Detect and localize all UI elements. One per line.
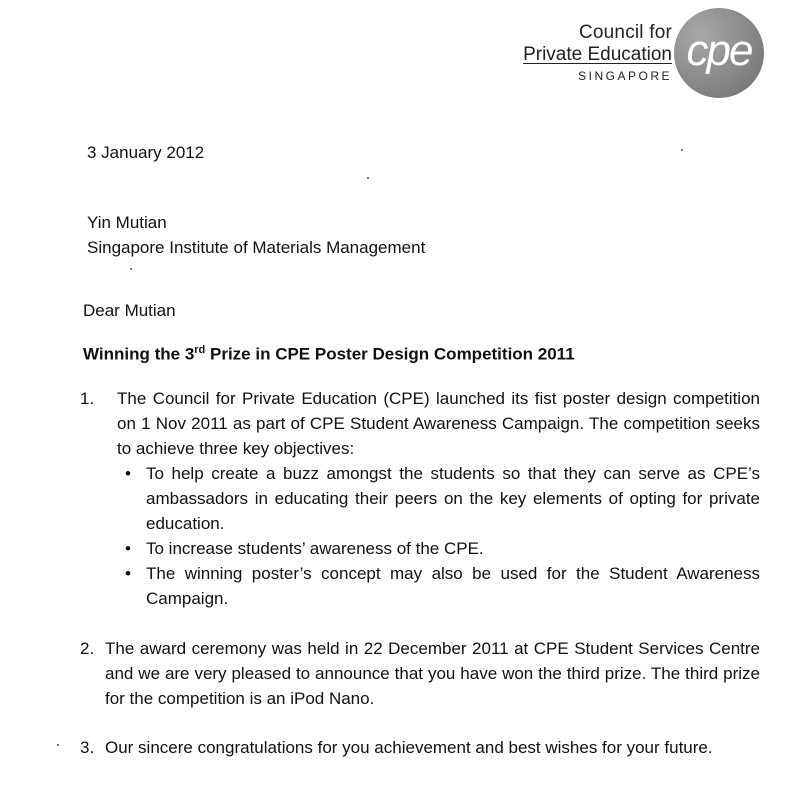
paragraph-text: Our sincere congratulations for you achievement and best wishes for your future. — [105, 738, 713, 757]
recipient-organization: Singapore Institute of Materials Management — [87, 238, 426, 257]
list-item — [123, 461, 760, 536]
cpe-logo — [674, 8, 764, 98]
subject-suffix: Prize in CPE Poster Design Competition 2011 — [205, 344, 575, 364]
paragraph-number: 2. — [80, 639, 95, 658]
org-name-line1: Council for — [578, 22, 672, 43]
recipient-block — [87, 210, 425, 260]
list-item-text: To help create a buzz amongst the students so that they can serve as CPE’s ambassadors in educating their peers on the key elements of opting for private education. — [146, 464, 760, 533]
letterhead-text — [523, 22, 672, 83]
objectives-list — [123, 461, 760, 611]
subject-line — [83, 344, 575, 365]
paragraph-3 — [80, 735, 760, 760]
logo-text: cpe — [686, 26, 752, 75]
scan-speck — [57, 744, 59, 746]
list-item-text: The winning poster’s concept may also be used for the Student Awareness Campaign. — [146, 564, 760, 608]
recipient-name: Yin Mutian — [87, 213, 167, 232]
subject-prefix: Winning the 3 — [83, 344, 195, 364]
list-item — [123, 536, 760, 561]
letter-date: 3 January 2012 — [87, 143, 205, 162]
paragraph-text: The award ceremony was held in 22 December 2011 at CPE Student Services Centre and we are very pleased to announce that you have won the third prize. The third prize for the competition is an iPod Nano. — [105, 639, 760, 708]
bullet-icon: • — [125, 464, 131, 483]
paragraph-text: The Council for Private Education (CPE) launched its fist poster design competition on 1 Nov 2011 as part of CPE Student Awareness Campaign. The competition seeks to achieve three key objectives: — [117, 389, 760, 458]
bullet-icon: • — [125, 539, 131, 558]
list-item — [123, 561, 760, 611]
letterhead — [470, 8, 770, 98]
paragraph-number: 1. — [80, 389, 95, 408]
scan-speck — [681, 149, 683, 151]
paragraph-number: 3. — [80, 738, 95, 757]
org-name-line2: Private Education — [523, 44, 672, 65]
paragraph-2 — [80, 636, 760, 711]
org-country: SINGAPORE — [578, 69, 672, 83]
subject-ordinal: rd — [194, 344, 206, 356]
salutation: Dear Mutian — [83, 301, 176, 320]
list-item-text: To increase students’ awareness of the CPE. — [146, 539, 484, 558]
scan-speck — [130, 268, 132, 270]
paragraph-1 — [80, 386, 760, 611]
bullet-icon: • — [125, 564, 131, 583]
scan-speck — [367, 177, 369, 179]
